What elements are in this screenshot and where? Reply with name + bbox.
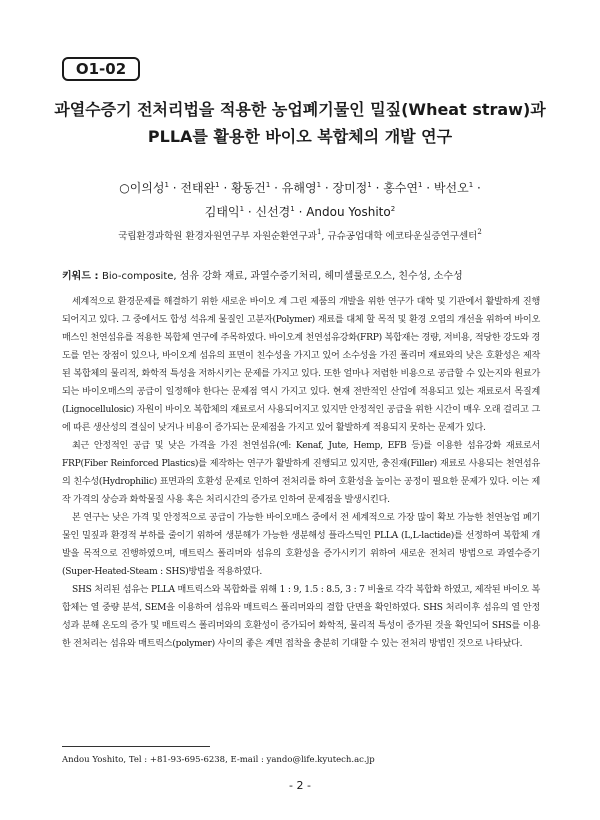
presenter-mark: ○ <box>119 181 130 195</box>
page-number: - 2 - <box>289 779 311 792</box>
abstract-body <box>62 293 540 653</box>
paragraph-1: 세계적으로 환경문제를 해결하기 위한 새로운 바이오 계 그린 제품의 개발을 위한 연구가 대학 및 기관에서 활발하게 진행되어지고 있다. 그 중에서도 합성 석유계 물질인 고분자(Polymer) 재료를 대체 할 목적 및 환경 오염의 개선을 위하여 바이오매스인 천연섬유를 적용한 복합체 연구에 주목하였다. 바이오계 천연섬유강화(FRP) 복합재는 경량, 저비용, 적당한 강도와 경도를 얻는 장점이 있으나, 바이오계 섬유의 표면이 친수성을 가지고 있어 소수성을 가진 폴리머 재료와의 낮은 호환성은 제작된 복합체의 물리적, 화학적 특성을 저하시키는 문제를 가지고 있다. 또한 얼마나 저렴한 비용으로 공급할 수 있는지와 원료가 되는 바이오매스의 공급이 일정해야 한다는 문제점 역시 가지고 있다. 현재 전반적인 산업에 적용되고 있는 재료로서 목질계(Lignocellulosic) 자원이 바이오 복합체의 재료로서 사용되어지고 있지만 안정적인 공급을 위한 시간이 매우 오래 걸리고 그에 따른 생산성의 결실이 낮거나 비용이 증가되는 문제점을 가지고 있어 활발하게 적용되지 못하는 문제가 있다. <box>62 297 540 433</box>
author-name: 김태익 <box>204 205 240 219</box>
author-affiliation-sup: 1 <box>215 181 220 189</box>
author-affiliation-sup: 1 <box>316 181 322 189</box>
paragraph-4: SHS 처리된 섬유는 PLLA 매트릭스와 복합화를 위해 1 : 9, 1.5 : 8.5, 3 : 7 비율로 각각 복합화 하였고, 제작된 바이오 복합체는 열 중량 분석, SEM을 이용하여 섬유와 매트릭스 폴리머와의 결합 단면을 확인하였다. SHS 처리이후 섬유의 열 안정성과 분해 온도의 증가 및 매트릭스 폴리머와의 호환성이 증가되어 화학적, 물리적 특성이 증가된 것을 확인되어 SHS를 이용한 전처리는 섬유와 매트릭스(polymer) 사이의 좋은 계면 접착을 충분히 기대할 수 있는 전처리 방법인 것으로 나타났다. <box>62 585 540 649</box>
affiliation-org-1: 국립환경과학원 환경자원연구부 자원순환연구과 <box>118 231 317 242</box>
author-affiliation-sup: 1 <box>239 205 245 213</box>
author-line-2 <box>40 200 560 224</box>
author-separator: · <box>219 181 232 195</box>
author-separator: · <box>321 181 333 195</box>
author-affiliation-sup: 1 <box>290 205 295 213</box>
keywords-label: 키워드 : <box>62 271 102 282</box>
author-name: 장미정 <box>332 181 368 195</box>
author-separator: · <box>270 181 282 195</box>
affiliation-org-2: 규슈공업대학 에코타운실증연구센터 <box>327 231 478 242</box>
affiliation <box>40 228 560 242</box>
author-name: 이의성 <box>129 181 165 195</box>
author-name: 홍수연 <box>383 181 418 195</box>
author-separator: · <box>422 181 434 195</box>
author-affiliation-sup: 2 <box>390 205 396 213</box>
title-line-1: 과열수증기 전처리법을 적용한 농업폐기물인 밀짚(Wheat straw)과 <box>54 100 546 119</box>
author-name: 전태완 <box>180 181 216 195</box>
author-separator: · <box>371 181 384 195</box>
author-name: 황동건 <box>231 181 266 195</box>
paper-title <box>40 96 560 150</box>
keywords <box>62 267 560 282</box>
affiliation-sup-1: 1 <box>316 228 322 236</box>
title-line-2: PLLA를 활용한 바이오 복합체의 개발 연구 <box>147 127 453 146</box>
affiliation-sup-2: 2 <box>477 228 482 236</box>
author-name: Andou Yoshito <box>306 205 391 219</box>
author-line-1 <box>40 176 560 200</box>
author-affiliation-sup: 1 <box>265 181 271 189</box>
author-separator: · <box>168 181 181 195</box>
author-separator: · <box>244 205 256 219</box>
author-name: 박선오 <box>433 181 469 195</box>
paragraph-3: 본 연구는 낮은 가격 및 안정적으로 공급이 가능한 바이오매스 중에서 전 세계적으로 가장 많이 확보 가능한 천연농업 폐기물인 밀짚과 환경적 부하를 줄이기 위하여 생분해가 가능한 생분해성 플라스틱인 PLLA (L,L-lactide)를 선정하여 복합체 개발을 목적으로 진행하였으며, 매트릭스 폴리머와 섬유의 호환성을 증가시키기 위하여 새로운 전처리 방법으로 과열수증기(Super-Heated-Steam : SHS)방법을 적용하였다. <box>62 513 540 577</box>
author-list <box>40 176 560 224</box>
footnote: Andou Yoshito, Tel : +81-93-695-6238, E-mail : yando@life.kyutech.ac.jp <box>62 755 375 765</box>
author-affiliation-sup: 1 <box>417 181 423 189</box>
affiliation-separator: , <box>321 231 328 242</box>
author-affiliation-sup: 1 <box>468 181 474 189</box>
author-separator: · <box>473 181 481 195</box>
keywords-text: Bio-composite, 섬유 강화 재료, 과열수증기처리, 헤미셀룰로오스, 친수성, 소수성 <box>101 271 463 282</box>
author-affiliation-sup: 1 <box>367 181 372 189</box>
author-affiliation-sup: 1 <box>164 181 169 189</box>
footnote-rule <box>62 746 210 747</box>
paragraph-2: 최근 안정적인 공급 및 낮은 가격을 가진 천연섬유(예: Kenaf, Jute, Hemp, EFB 등)를 이용한 섬유강화 재료로서 FRP(Fiber Reinforced Plastics)를 제작하는 연구가 활발하게 진행되고 있지만, 충진재(Filler) 재료로 사용되는 천연섬유의 친수성(Hydrophilic) 표면과의 호환성 문제로 인하여 전처리를 하여 호환성을 높이는 공정이 필요한 문제가 있다. 이는 제작 가격의 상승과 화학물질 사용 혹은 처리시간의 증가로 인하여 문제점을 발생시킨다. <box>62 441 540 505</box>
author-separator: · <box>294 205 307 219</box>
session-code-badge: O1-02 <box>62 57 140 81</box>
author-name: 신선경 <box>255 205 291 219</box>
author-name: 유해영 <box>281 181 317 195</box>
